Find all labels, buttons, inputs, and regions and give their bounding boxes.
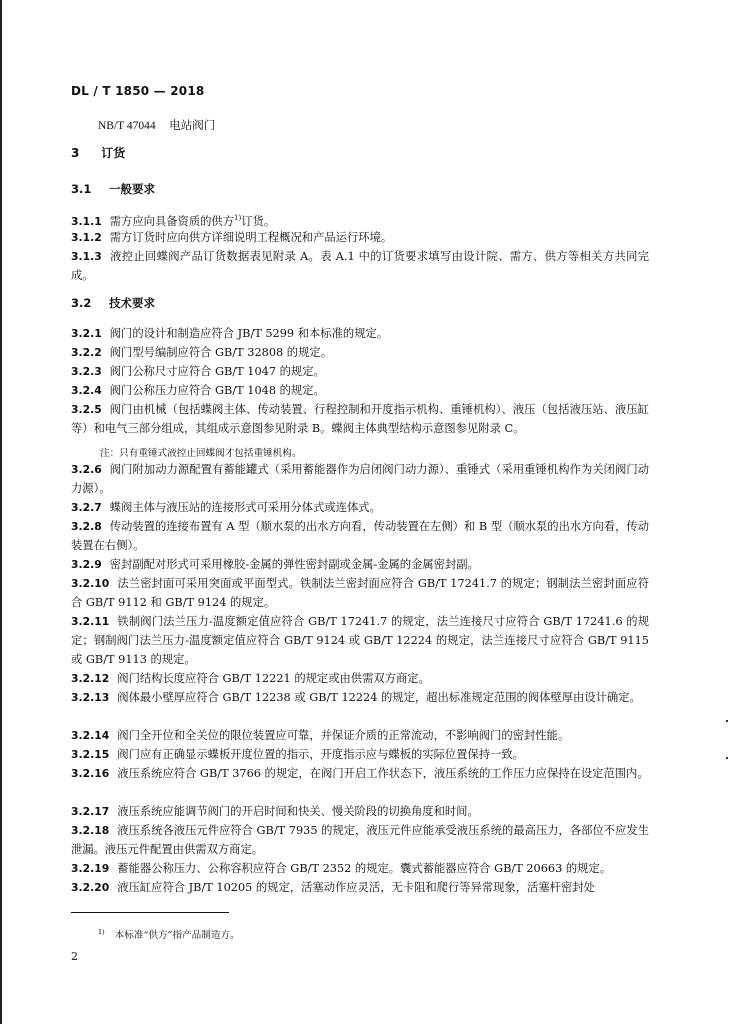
clause-text: 需方应向具备资质的供方 [109, 215, 235, 228]
footnote-divider [71, 912, 229, 913]
reference-title: 电站阀门 [169, 118, 216, 132]
subsection-heading-3-1 [71, 181, 155, 197]
clause-text: 密封副配对形式可采用橡胶-金属的弹性密封副或金属-金属的金属密封副。 [109, 558, 479, 571]
clause-3-2-5 [71, 400, 649, 438]
clause-number: 3.1.2 [71, 231, 102, 244]
clause-text: 阀门的设计和制造应符合 JB/T 5299 和本标准的规定。 [109, 327, 389, 340]
clause-text: 液压系统各液压元件应符合 GB/T 7935 的规定，液压元件应能承受液压系统的最高压力，各部位不应发生泄漏。液压元件配置由供需双方商定。 [71, 824, 649, 856]
clause-text: 阀门附加动力源配置有蓄能罐式（采用蓄能器作为启闭阀门动力源）、重锤式（采用重锤机构作为关闭阀门动力源）。 [71, 463, 649, 495]
clause-number: 3.2.15 [71, 748, 110, 761]
footnote-ref: 1) [234, 214, 242, 222]
clause-number: 3.2.7 [71, 501, 102, 514]
clause-3-2-3 [71, 362, 649, 381]
clause-text: 液压缸应符合 JB/T 10205 的规定，活塞动作应灵活，无卡阻和爬行等异常现象，活塞杆密封处 [117, 881, 595, 894]
subsection-number: 3.2 [71, 296, 92, 310]
clause-3-2-13 [71, 688, 649, 707]
clause-number: 3.1.3 [71, 250, 102, 263]
clause-number: 3.2.9 [71, 558, 102, 571]
clause-3-1-2 [71, 228, 649, 247]
standard-code-header: DL / T 1850 — 2018 [71, 84, 205, 98]
clause-number: 3.2.13 [71, 691, 110, 704]
clause-3-2-15 [71, 745, 649, 764]
clause-3-2-16 [71, 764, 649, 783]
clause-number: 3.2.4 [71, 384, 102, 397]
clause-3-1-3 [71, 247, 649, 285]
clause-3-2-9 [71, 555, 649, 574]
clause-text: 阀门全开位和全关位的限位装置应可靠，并保证介质的正常流动，不影响阀门的密封性能。 [117, 729, 570, 742]
reference-code: NB/T 47044 [98, 120, 156, 132]
clause-text: 传动装置的连接布置有 A 型（顺水泵的出水方向看，传动装置在左侧）和 B 型（顺水泵的出水方向看，传动装置在右侧）。 [71, 520, 649, 552]
section-title: 订货 [101, 146, 126, 160]
clause-text: 阀门应有正确显示蝶板开度位置的指示，开度指示应与蝶板的实际位置保持一致。 [117, 748, 524, 761]
clause-number: 3.1.1 [71, 215, 102, 228]
scan-speck [726, 757, 728, 759]
subsection-number: 3.1 [71, 182, 92, 196]
subsection-title: 一般要求 [109, 182, 156, 196]
scan-speck [726, 720, 728, 722]
clause-number: 3.2.17 [71, 805, 110, 818]
subsection-heading-3-2 [71, 295, 155, 311]
clause-3-2-18 [71, 821, 649, 859]
clause-number: 3.2.5 [71, 403, 102, 416]
clause-3-2-7 [71, 498, 649, 517]
clause-3-2-2 [71, 343, 649, 362]
clause-3-2-17 [71, 802, 649, 821]
clause-3-2-20 [71, 878, 649, 897]
section-heading [71, 144, 125, 161]
note: 注：只有重锤式液控止回蝶阀才包括重锤机构。 [100, 448, 302, 459]
clause-3-2-10 [71, 574, 649, 612]
clause-text: 阀门公称尺寸应符合 GB/T 1047 的规定。 [109, 365, 325, 378]
clause-3-2-8 [71, 517, 649, 555]
clause-3-2-11 [71, 612, 661, 669]
clause-3-2-6 [71, 460, 649, 498]
clause-text: 阀门结构长度应符合 GB/T 12221 的规定或由供需双方商定。 [117, 672, 430, 685]
clause-3-2-19 [71, 859, 649, 878]
clause-number: 3.2.14 [71, 729, 110, 742]
clause-number: 3.2.10 [71, 577, 110, 590]
clause-number: 3.2.6 [71, 463, 102, 476]
clause-text: 法兰密封面可采用突面或平面型式。铁制法兰密封面应符合 GB/T 17241.7 的规定；钢制法兰密封面应符合 GB/T 9112 和 GB/T 9124 的规定。 [71, 577, 649, 609]
footnote [98, 927, 240, 941]
clause-number: 3.2.1 [71, 327, 102, 340]
normative-reference [98, 117, 215, 133]
clause-number: 3.2.18 [71, 824, 110, 837]
page-number: 2 [71, 950, 78, 963]
clause-text: 阀门公称压力应符合 GB/T 1048 的规定。 [109, 384, 325, 397]
clause-text: 需方订货时应向供方详细说明工程概况和产品运行环境。 [109, 231, 393, 244]
clause-text: 蓄能器公称压力、公称容积应符合 GB/T 2352 的规定。囊式蓄能器应符合 GB/T 20663 的规定。 [117, 862, 612, 875]
clause-number: 3.2.11 [71, 615, 110, 628]
clause-text: 阀门由机械（包括蝶阀主体、传动装置、行程控制和开度指示机构、重锤机构）、液压（包括液压站、液压缸等）和电气三部分组成，其组成示意图参见附录 B。蝶阀主体典型结构示意图参见附录 C。 [71, 403, 649, 435]
clause-text: 液控止回蝶阀产品订货数据表见附录 A。表 A.1 中的订货要求填写由设计院、需方、供方等相关方共同完成。 [71, 250, 649, 282]
section-number: 3 [71, 146, 80, 160]
footnote-text: 本标准“供方”指产品制造方。 [114, 930, 240, 941]
clause-3-2-14 [71, 726, 649, 745]
clause-text: 液压系统应能调节阀门的开启时间和快关、慢关阶段的切换角度和时间。 [117, 805, 479, 818]
clause-text: 液压系统应符合 GB/T 3766 的规定，在阀门开启工作状态下，液压系统的工作压力应保持在设定范围内。 [117, 767, 649, 780]
clause-text: 铁制阀门法兰压力-温度额定值应符合 GB/T 17241.7 的规定，法兰连接尺寸应符合 GB/T 17241.6 的规定；钢制阀门法兰压力-温度额定值应符合 GB/T 9124 或 GB/T 12224 的规定，法兰连接尺寸应符合 GB/T 9115 或 GB/T 9113 的规定。 [71, 615, 661, 666]
clause-number: 3.2.19 [71, 862, 110, 875]
clause-number: 3.2.12 [71, 672, 110, 685]
clause-number: 3.2.3 [71, 365, 102, 378]
clause-text: 订货。 [241, 215, 276, 228]
clause-number: 3.2.16 [71, 767, 110, 780]
clause-number: 3.2.8 [71, 520, 102, 533]
clause-text: 蝶阀主体与液压站的连接形式可采用分体式或连体式。 [109, 501, 381, 514]
subsection-title: 技术要求 [109, 296, 156, 310]
clause-3-2-4 [71, 381, 649, 400]
clause-3-2-1 [71, 324, 649, 343]
clause-number: 3.2.2 [71, 346, 102, 359]
clause-text: 阀门型号编制应符合 GB/T 32808 的规定。 [109, 346, 332, 359]
clause-text: 阀体最小壁厚应符合 GB/T 12238 或 GB/T 12224 的规定，超出标准规定范围的阀体壁厚由设计确定。 [117, 691, 641, 704]
scan-edge [0, 0, 2, 1024]
footnote-marker: 1) [98, 928, 105, 936]
clause-number: 3.2.20 [71, 881, 110, 894]
clause-3-2-12 [71, 669, 649, 688]
